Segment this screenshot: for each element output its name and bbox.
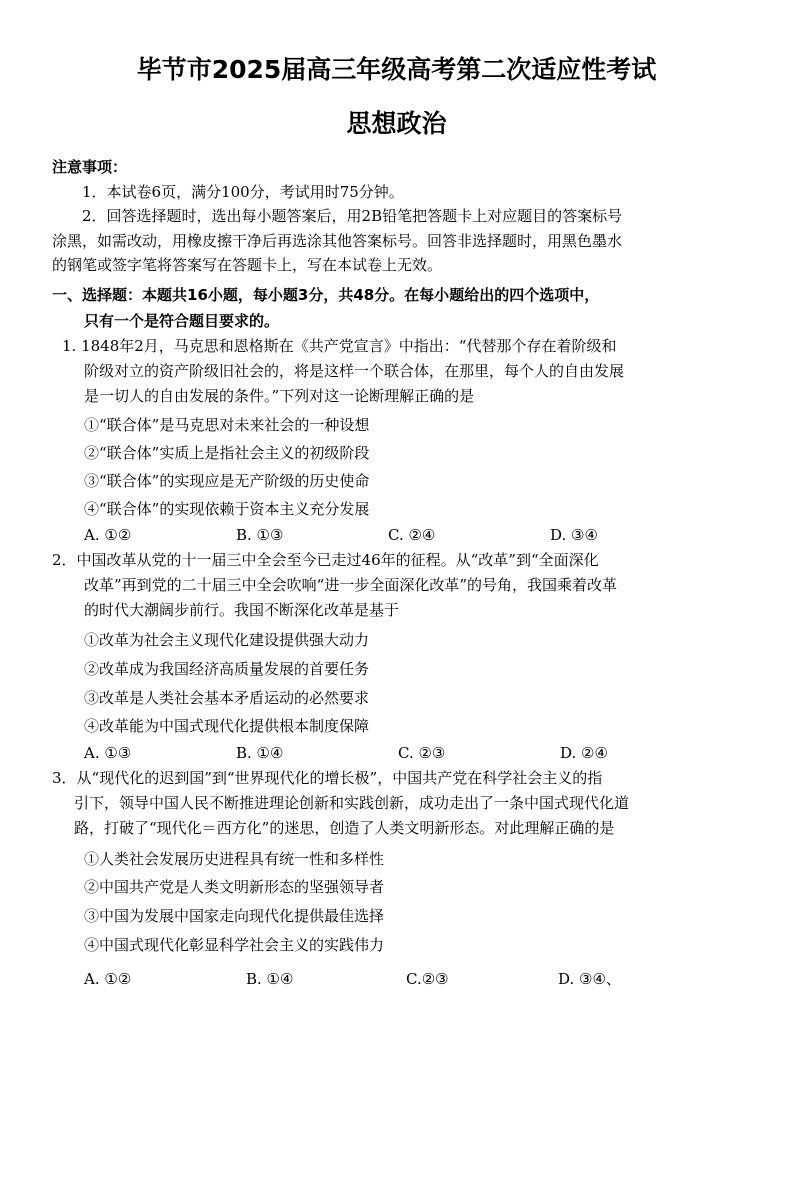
option-c: C. ②③ xyxy=(398,744,446,762)
question-stem: 路，打破了“现代化＝西方化”的迷思，创造了人类文明新形态。对此理解正确的是 xyxy=(74,819,615,837)
option-b: B. ①④ xyxy=(236,744,284,762)
question-stem: 阶级对立的资产阶级旧社会的，将是这样一个联合体，在那里，每个人的自由发展 xyxy=(84,362,625,380)
question-item: ③改革是人类社会基本矛盾运动的必然要求 xyxy=(84,689,370,707)
question-item: ①人类社会发展历史进程具有统一性和多样性 xyxy=(84,850,385,868)
question-item: ①“联合体”是马克思对未来社会的一种设想 xyxy=(84,416,370,434)
notice-line: 涂黑，如需改动，用橡皮擦干净后再选涂其他答案标号。回答非选择题时，用黑色墨水 xyxy=(52,232,623,250)
question-stem: 引下，领导中国人民不断推进理论创新和实践创新，成功走出了一条中国式现代化道 xyxy=(74,794,630,812)
option-b: B. ①③ xyxy=(236,526,284,544)
question-item: ②中国共产党是人类文明新形态的坚强领导者 xyxy=(84,878,385,896)
question-stem: 1. 1848年2月，马克思和恩格斯在《共产党宣言》中指出：“代替那个存在着阶级和 xyxy=(62,337,617,355)
notice-line: 2．回答选择题时，选出每小题答案后，用2B铅笔把答题卡上对应题目的答案标号 xyxy=(82,207,623,225)
question-item: ①改革为社会主义现代化建设提供强大动力 xyxy=(84,631,370,649)
question-item: ④中国式现代化彰显科学社会主义的实践伟力 xyxy=(84,936,385,954)
option-a: A. ①③ xyxy=(84,744,132,762)
section-heading: 一、选择题：本题共16小题，每小题3分，共48分。在每小题给出的四个选项中， xyxy=(52,286,600,304)
question-stem: 改革”再到党的二十届三中全会吹响“进一步全面深化改革”的号角，我国乘着改革 xyxy=(84,576,618,594)
question-item: ④“联合体”的实现依赖于资本主义充分发展 xyxy=(84,500,370,518)
question-stem: 是一切人的自由发展的条件。”下列对这一论断理解正确的是 xyxy=(84,387,475,405)
question-stem: 2．中国改革从党的十一届三中全会至今已走过46年的征程。从“改革”到“全面深化 xyxy=(52,551,599,569)
section-heading-cont: 只有一个是符合题目要求的。 xyxy=(84,312,280,330)
option-c: C.②③ xyxy=(406,970,449,988)
option-d: D. ③④ xyxy=(550,526,598,544)
question-item: ④改革能为中国式现代化提供根本制度保障 xyxy=(84,717,370,735)
question-item: ②“联合体”实质上是指社会主义的初级阶段 xyxy=(84,444,370,462)
option-a: A. ①② xyxy=(84,970,132,988)
option-c: C. ②④ xyxy=(388,526,436,544)
option-d: D. ③④、 xyxy=(558,970,621,988)
option-d: D. ②④ xyxy=(560,744,608,762)
question-item: ②改革成为我国经济高质量发展的首要任务 xyxy=(84,660,370,678)
exam-title: 毕节市2025届高三年级高考第二次适应性考试 xyxy=(136,55,657,84)
notice-line: 1．本试卷6页，满分100分，考试用时75分钟。 xyxy=(82,183,404,201)
exam-subject: 思想政治 xyxy=(346,109,447,138)
question-item: ③中国为发展中国家走向现代化提供最佳选择 xyxy=(84,907,385,925)
option-a: A. ①② xyxy=(84,526,132,544)
question-item: ③“联合体”的实现应是无产阶级的历史使命 xyxy=(84,472,370,490)
notice-heading: 注意事项： xyxy=(52,158,128,176)
question-stem: 3．从“现代化的迟到国”到“世界现代化的增长极”，中国共产党在科学社会主义的指 xyxy=(52,769,603,787)
question-stem: 的时代大潮阔步前行。我国不断深化改革是基于 xyxy=(84,601,400,619)
option-b: B. ①④ xyxy=(246,970,294,988)
notice-line: 的钢笔或签字笔将答案写在答题卡上，写在本试卷上无效。 xyxy=(52,256,443,274)
